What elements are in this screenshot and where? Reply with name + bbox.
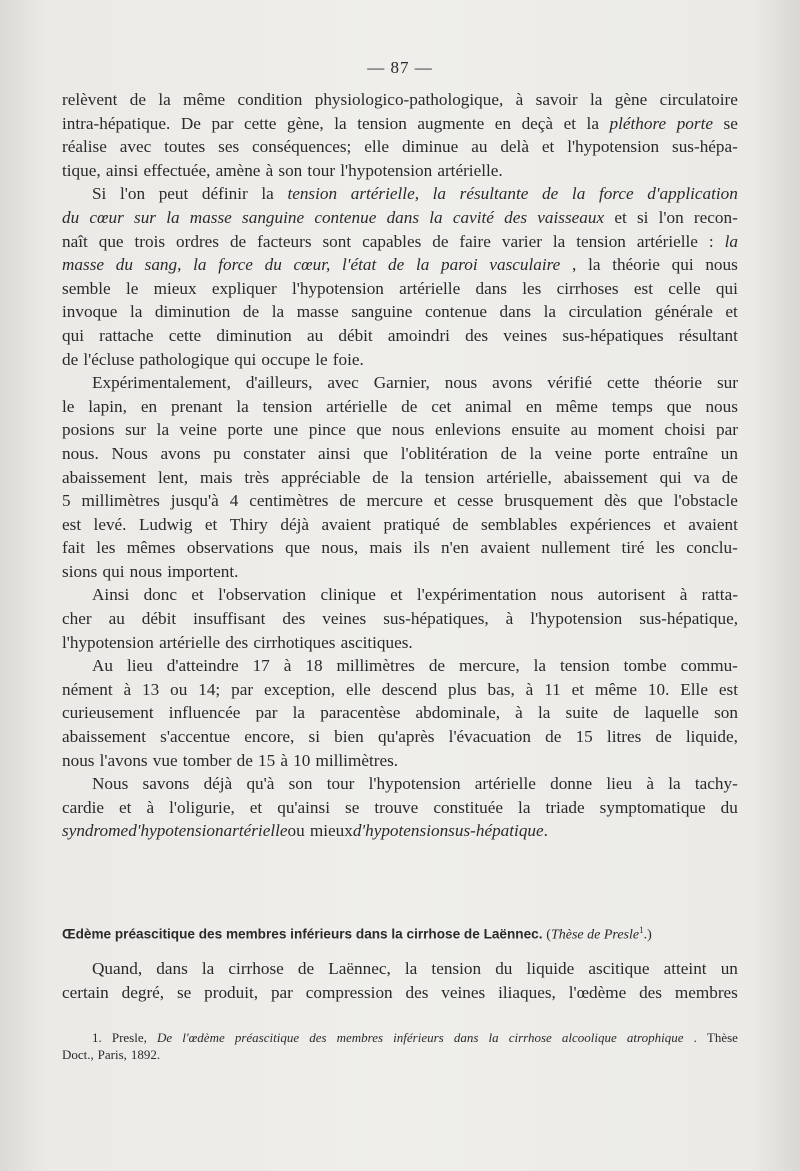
text-line: Quand, dans la cirrhose de Laënnec, la tension du liquide ascitique atteint un <box>92 959 738 978</box>
text-line: relèvent de la même condition physiologico-pathologique, à savoir la gène circulatoire <box>62 90 738 109</box>
text-line: qui rattache cette diminution au débit amoindri des veines sus-hépatiques résultant <box>62 325 738 345</box>
text-line: nous. Nous avons pu constater ainsi que l'oblitération de la veine porte entraîne un <box>62 443 738 463</box>
text-line: Nous savons déjà qu'à son tour l'hypotension artérielle donne lieu à la tachy- <box>92 774 738 794</box>
text-line: cardie et à l'oligurie, et qu'ainsi se trouve constituée la triade symptomatique du <box>62 797 738 817</box>
body-text <box>62 88 738 843</box>
text-line: de l'écluse pathologique qui occupe le foie. <box>62 349 364 369</box>
text-line: curieusement influencée par la paracentèse abdominale, à la suite de laquelle son <box>62 703 738 723</box>
text-line: Ainsi donc et l'observation clinique et l'expérimentation nous autorisent à ratta- <box>92 585 738 605</box>
ref-open: ( <box>546 927 551 943</box>
text-line: nous l'avons vue tomber de 15 à 10 millimètres. <box>62 750 399 770</box>
text-line: nément à 13 ou 14; par exception, elle descend plus bas, à 11 et même 10. Elle est <box>62 679 738 699</box>
ref-footnote-marker: 1 <box>639 925 644 935</box>
page-number: — 87 — <box>367 58 433 77</box>
text-line: masse du sang, la force du cœur, l'état de la paroi vasculaire , la théorie qui nous <box>62 255 738 275</box>
text-line: fait les mêmes observations que nous, mais ils n'en avaient nullement tiré les conclu- <box>62 538 738 558</box>
text-line: posions sur la veine porte une pince que nous enlevions ensuite au moment choisi par <box>62 420 738 440</box>
text-line: Si l'on peut définir la tension artérielle, la résultante de la force d'application <box>92 184 738 204</box>
text-line: Expérimentalement, d'ailleurs, avec Garnier, nous avons vérifié cette théorie sur <box>92 373 738 393</box>
text-line: semble le mieux expliquer l'hypotension artérielle dans les cirrhoses est celle qui <box>62 278 738 298</box>
text-line: syndrome d'hypotension artérielle ou mieux d'hypotension sus-hépatique . <box>62 821 548 841</box>
text-line: est levé. Ludwig et Thiry déjà avaient pratiqué de semblables expériences et avaient <box>62 514 738 534</box>
ref-close: .) <box>643 927 652 943</box>
text-line: du cœur sur la masse sanguine contenue dans la cavité des vaisseaux et si l'on recon- <box>62 207 738 227</box>
text-line: naît que trois ordres de facteurs sont capables de faire varier la tension artérielle : la <box>62 231 738 251</box>
text-line: l'hypotension artérielle des cirrhotiques ascitiques. <box>62 632 413 652</box>
ref-author: Thèse de Presle <box>550 927 640 943</box>
body-text-2 <box>62 957 738 1004</box>
text-line: abaissement s'accentue encore, si bien qu'après l'évacuation de 15 litres de liquide, <box>62 727 738 747</box>
text-line: réalise avec toutes ses conséquences; elle diminue au delà et l'hypotension sus-hépa- <box>62 137 738 157</box>
footnote <box>62 1029 738 1063</box>
text-line: Au lieu d'atteindre 17 à 18 millimètres de mercure, la tension tombe commu- <box>92 656 738 676</box>
text-line: tique, ainsi effectuée, amène à son tour l'hypotension artérielle. <box>62 160 503 180</box>
section-heading <box>62 925 738 944</box>
text-line: certain degré, se produit, par compression des veines iliaques, l'œdème des membres <box>62 982 738 1002</box>
footnote-line: 1. Presle, De l'œdème préascitique des membres inférieurs dans la cirrhose alcoolique atrophique . Thèse <box>92 1030 738 1045</box>
text-line: invoque la diminution de la masse sanguine contenue dans la circulation générale et <box>62 302 738 322</box>
text-line: cher au débit insuffisant des veines sus-hépatiques, à l'hypotension sus-hépatique, <box>62 609 738 629</box>
text-line: abaissement lent, mais très appréciable de la tension artérielle, abaissement qui va de <box>62 467 738 487</box>
text-line: sions qui nous importent. <box>62 561 239 581</box>
footnote-line: Doct., Paris, 1892. <box>62 1047 161 1062</box>
section-title: Œdème préascitique des membres inférieurs dans la cirrhose de Laënnec. <box>62 926 543 942</box>
text-line: 5 millimètres jusqu'à 4 centimètres de mercure et cesse brusquement dès que l'obstacle <box>62 491 738 511</box>
text-line: intra-hépatique. De par cette gène, la tension augmente en deçà et la pléthore porte se <box>62 113 738 133</box>
text-line: le lapin, en prenant la tension artérielle de cet animal en même temps que nous <box>62 396 738 416</box>
